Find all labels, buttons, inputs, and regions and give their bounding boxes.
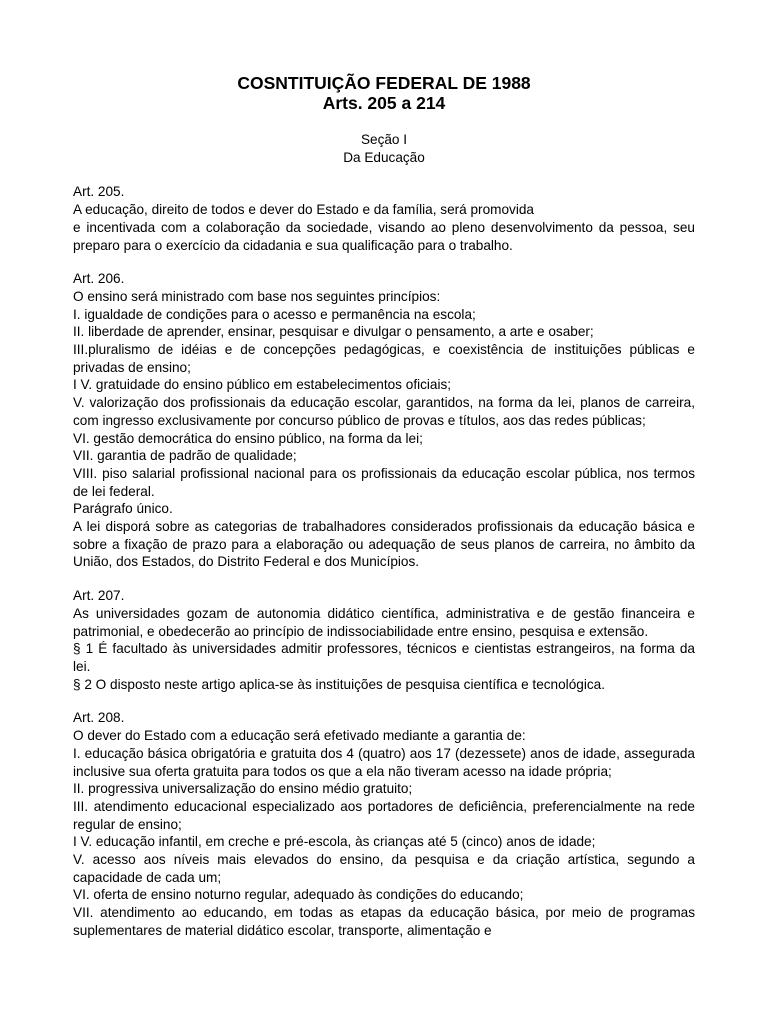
section-label: Seção I bbox=[360, 132, 408, 147]
article-paragraph: e incentivada com a colaboração da sociedade, visando ao pleno desenvolvimento da pessoa, seu preparo para o exercício da cidadania e sua qualificação para o trabalho. bbox=[73, 219, 695, 253]
article-heading: Art. 206. bbox=[73, 271, 125, 287]
document-subtitle: Arts. 205 a 214 bbox=[322, 93, 446, 113]
article-206 bbox=[73, 270, 695, 571]
article-paragraph: II. liberdade de aprender, ensinar, pesquisar e divulgar o pensamento, a arte e osaber; bbox=[73, 324, 594, 340]
article-paragraph: As universidades gozam de autonomia didático científica, administrativa e de gestão financeira e patrimonial, e obedecerão ao princípio de indissociabilidade entre ensino, pesquisa e extensão. bbox=[73, 605, 695, 639]
article-paragraph: § 1 É facultado às universidades admitir professores, técnicos e cientistas estrangeiros, na forma da lei. bbox=[73, 641, 695, 674]
article-paragraph: V. valorização dos profissionais da educação escolar, garantidos, na forma da lei, planos de carreira, com ingresso exclusivamente por concurso público de provas e títulos, aos das redes públicas; bbox=[73, 395, 695, 428]
article-paragraph: A lei disporá sobre as categorias de trabalhadores considerados profissionais da educação básica e sobre a fixação de prazo para a elaboração ou adequação de seus planos de carreira, no âmbito da União, dos Estados, do Distrito Federal e dos Municípios. bbox=[73, 519, 695, 570]
article-paragraph: Parágrafo único. bbox=[73, 501, 173, 517]
article-heading: Art. 207. bbox=[73, 588, 125, 604]
article-paragraph: O ensino será ministrado com base nos seguintes princípios: bbox=[73, 288, 441, 304]
article-208 bbox=[73, 709, 695, 939]
article-paragraph: VII. atendimento ao educando, em todas as etapas da educação básica, por meio de programas suplementares de material didático escolar, transporte, alimentação e bbox=[73, 905, 695, 938]
article-207 bbox=[73, 587, 695, 693]
article-paragraph: I. educação básica obrigatória e gratuita dos 4 (quatro) aos 17 (dezessete) anos de idade, assegurada inclusive sua oferta gratuita para todos os que a ela não tiveram acesso na idade própria; bbox=[73, 745, 695, 779]
article-paragraph: III.pluralismo de idéias e de concepções pedagógicas, e coexistência de instituições públicas e privadas de ensino; bbox=[73, 342, 695, 375]
section-header bbox=[73, 131, 695, 166]
article-paragraph: II. progressiva universalização do ensino médio gratuito; bbox=[73, 781, 413, 797]
article-paragraph: VI. gestão democrática do ensino público, na forma da lei; bbox=[73, 430, 423, 446]
section-title: Da Educação bbox=[343, 149, 425, 165]
article-paragraph: VII. garantia de padrão de qualidade; bbox=[73, 448, 297, 464]
article-paragraph: O dever do Estado com a educação será efetivado mediante a garantia de: bbox=[73, 728, 526, 744]
document-title: COSNTITUIÇÃO FEDERAL DE 1988 bbox=[237, 73, 531, 93]
article-paragraph: VI. oferta de ensino noturno regular, adequado às condições do educando; bbox=[73, 887, 524, 903]
article-heading: Art. 205. bbox=[73, 184, 125, 200]
article-paragraph: I V. gratuidade do ensino público em estabelecimentos oficiais; bbox=[73, 377, 452, 393]
article-paragraph: A educação, direito de todos e dever do Estado e da família, será promovida bbox=[73, 202, 534, 218]
article-paragraph: VIII. piso salarial profissional nacional para os profissionais da educação escolar pública, nos termos de lei federal. bbox=[73, 465, 695, 499]
article-paragraph: I. igualdade de condições para o acesso e permanência na escola; bbox=[73, 306, 476, 322]
article-heading: Art. 208. bbox=[73, 710, 125, 726]
article-paragraph: I V. educação infantil, em creche e pré-escola, às crianças até 5 (cinco) anos de idade; bbox=[73, 834, 596, 850]
article-paragraph: III. atendimento educacional especializado aos portadores de deficiência, preferencialmente na rede regular de ensino; bbox=[73, 798, 695, 832]
article-205 bbox=[73, 183, 695, 254]
article-paragraph: V. acesso aos níveis mais elevados do ensino, da pesquisa e da criação artística, segundo a capacidade de cada um; bbox=[73, 852, 695, 885]
article-paragraph: § 2 O disposto neste artigo aplica-se às instituições de pesquisa científica e tecnológica. bbox=[73, 676, 605, 692]
